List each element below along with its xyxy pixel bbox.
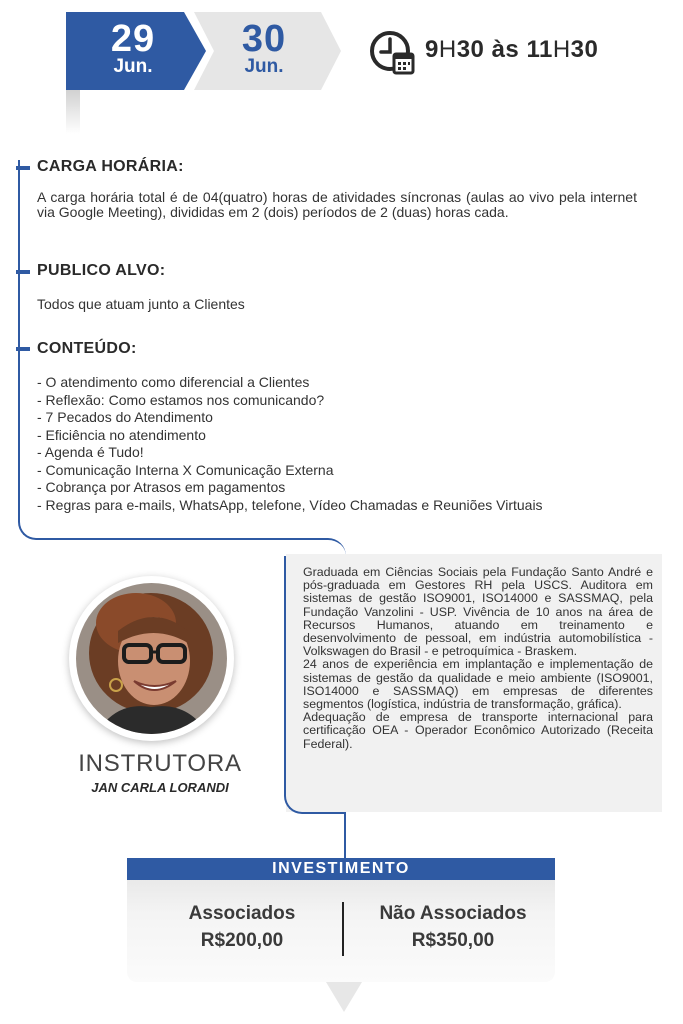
date-end-day: 30 — [241, 18, 287, 60]
time-start-min: 30 — [456, 36, 485, 63]
date-end-month: Jun. — [244, 56, 284, 77]
time-start-hour: 9 — [425, 36, 439, 63]
date-start-month: Jun. — [113, 56, 153, 77]
conteudo-title: CONTEÚDO: — [37, 340, 137, 357]
connector-line — [344, 812, 346, 858]
price-members-label: Associados — [188, 903, 296, 924]
price-divider — [342, 902, 344, 956]
time-range — [425, 36, 598, 64]
date-start — [98, 20, 168, 76]
price-members — [157, 900, 327, 954]
time-end-h: H — [552, 36, 571, 63]
instructor-photo — [76, 583, 227, 734]
instructor-role: INSTRUTORA — [78, 750, 242, 777]
list-item: - 7 Pecados do Atendimento — [37, 409, 213, 425]
list-item: - Agenda é Tudo! — [37, 444, 144, 460]
time-end-hour: 11 — [526, 36, 553, 63]
investment-title: INVESTIMENTO — [127, 858, 555, 880]
price-non-members-value: R$350,00 — [411, 930, 495, 951]
instructor-bio: Graduada em Ciências Sociais pela Fundação Santo André e pós-graduada em Gestores RH pela USCS. Auditora em sistemas de gestão ISO9001, ISO14000 e SASSMAQ, pela Fundação Vanzolini - USP. Vivência de 10 anos na área de Recursos Humanos, atuando em treinamento e desenvolvimento de pessoal, em indústria automobilística - Volkswagen do Brasil - e petroquímica - Braskem. 24 anos de experiência em implantação e implementação de sistemas de gestão da qualidade e meio ambiente (ISO9001, ISO14000 e SASSMAQ) em empresas de diferentes segmentos (logística, indústria de transformação, gráfica). Adequação de empresa de transporte internacional para certificação OEA - Operador Econômico Autorizado (Receita Federal). — [303, 565, 653, 751]
date-end — [228, 20, 300, 76]
price-non-members-label: Não Associados — [379, 903, 527, 924]
list-item: - Reflexão: Como estamos nos comunicando? — [37, 391, 325, 408]
avatar — [76, 583, 227, 734]
banner-shadow — [66, 90, 80, 134]
carga-title: CARGA HORÁRIA: — [37, 158, 184, 175]
time-start-h: H — [438, 36, 457, 63]
price-members-value: R$200,00 — [200, 930, 284, 951]
clock-calendar-icon — [369, 30, 415, 76]
list-item: - Eficiência no atendimento — [37, 426, 206, 443]
bio-line — [284, 556, 286, 786]
list-item: - Cobrança por Atrasos em pagamentos — [37, 479, 286, 495]
bio-corner-line — [284, 786, 346, 814]
section-marker — [16, 166, 30, 170]
down-arrow-icon — [326, 982, 362, 1012]
time-end-min: 30 — [570, 36, 599, 63]
list-item: - Regras para e-mails, WhatsApp, telefone, Vídeo Chamadas e Reuniões Virtuais — [37, 496, 543, 513]
instructor-name: JAN CARLA LORANDI — [91, 780, 229, 795]
list-item: - O atendimento como diferencial a Clientes — [37, 374, 310, 390]
publico-text: Todos que atuam junto a Clientes — [37, 296, 245, 312]
date-start-day: 29 — [110, 18, 156, 60]
price-non-members — [368, 900, 538, 954]
time-connector: às — [484, 36, 527, 63]
section-marker — [16, 347, 30, 351]
list-item: - Comunicação Interna X Comunicação Externa — [37, 461, 334, 478]
conteudo-list — [37, 374, 657, 514]
carga-text: A carga horária total é de 04(quatro) horas de atividades síncronas (aulas ao vivo pela internet via Google Meeting), divididas em 2 (dois) períodos de 2 (duas) horas cada. — [37, 189, 637, 220]
section-marker — [16, 270, 30, 274]
publico-title: PUBLICO ALVO: — [37, 262, 166, 279]
